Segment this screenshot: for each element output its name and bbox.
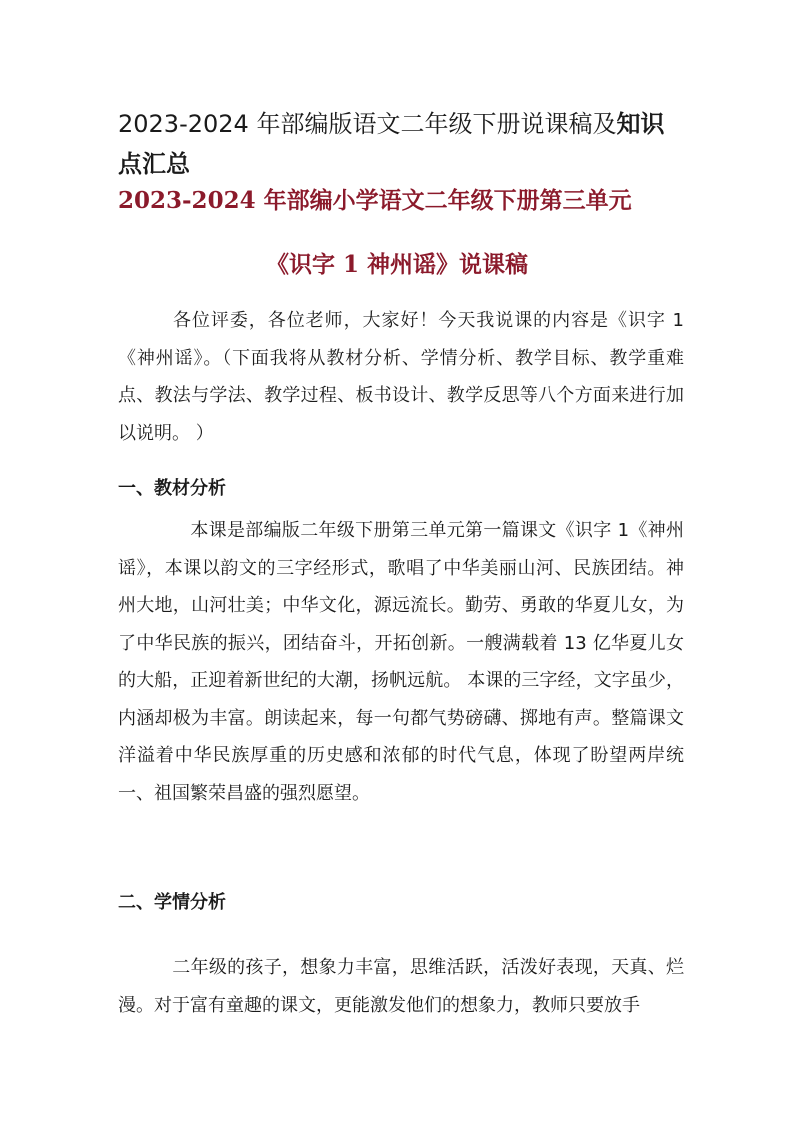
lesson-subtitle: 《识字 1 神州谣》说课稿 [265, 251, 529, 278]
intro-text: 各位评委，各位老师，大家好！今天我说课的内容是《识字 1《神州谣》。（下面我将从教材分析、学情分析、教学目标、教学重难点、教法与学法、教学过程、板书设计、教学反思等八个方面来进行加以说明。 ） [118, 310, 684, 444]
section-heading-teaching-material: 一、教材分析 [118, 478, 226, 499]
document-title-bold: 知识点汇总 [118, 110, 665, 178]
teaching-material-text: 本课是部编版二年级下册第三单元第一篇课文《识字 1《神州谣》，本课以韵文的三字经形式，歌唱了中华美丽山河、民族团结。神州大地，山河壮美；中华文化，源远流长。勤劳、勇敢的华夏儿女，为了中华民族的振兴，团结奋斗，开拓创新。一艘满载着 13 亿华夏儿女的大船，正迎着新世纪的大潮，扬帆远航。 本课的三字经，文字虽少，内涵却极为丰富。朗读起来，每一句都气势磅礴、掷地有声。整篇课文洋溢着中华民族厚重的历史感和浓郁的时代气息，体现了盼望两岸统一、祖国繁荣昌盛的强烈愿望。 [118, 520, 684, 804]
intro-paragraph [118, 302, 684, 452]
student-analysis-paragraph [118, 949, 684, 1024]
lesson-unit-title: 2023-2024 年部编小学语文二年级下册第三单元 [118, 187, 632, 214]
teaching-material-paragraph [118, 512, 684, 812]
student-analysis-text: 二年级的孩子，想象力丰富，思维活跃，活泼好表现，天真、烂漫。对于富有童趣的课文，更能激发他们的想象力，教师只要放手 [118, 957, 684, 1016]
document-title-regular: 2023-2024 年部编版语文二年级下册说课稿及 [118, 110, 617, 138]
document-title [118, 104, 684, 184]
section-heading-student-analysis: 二、学情分析 [118, 892, 226, 913]
